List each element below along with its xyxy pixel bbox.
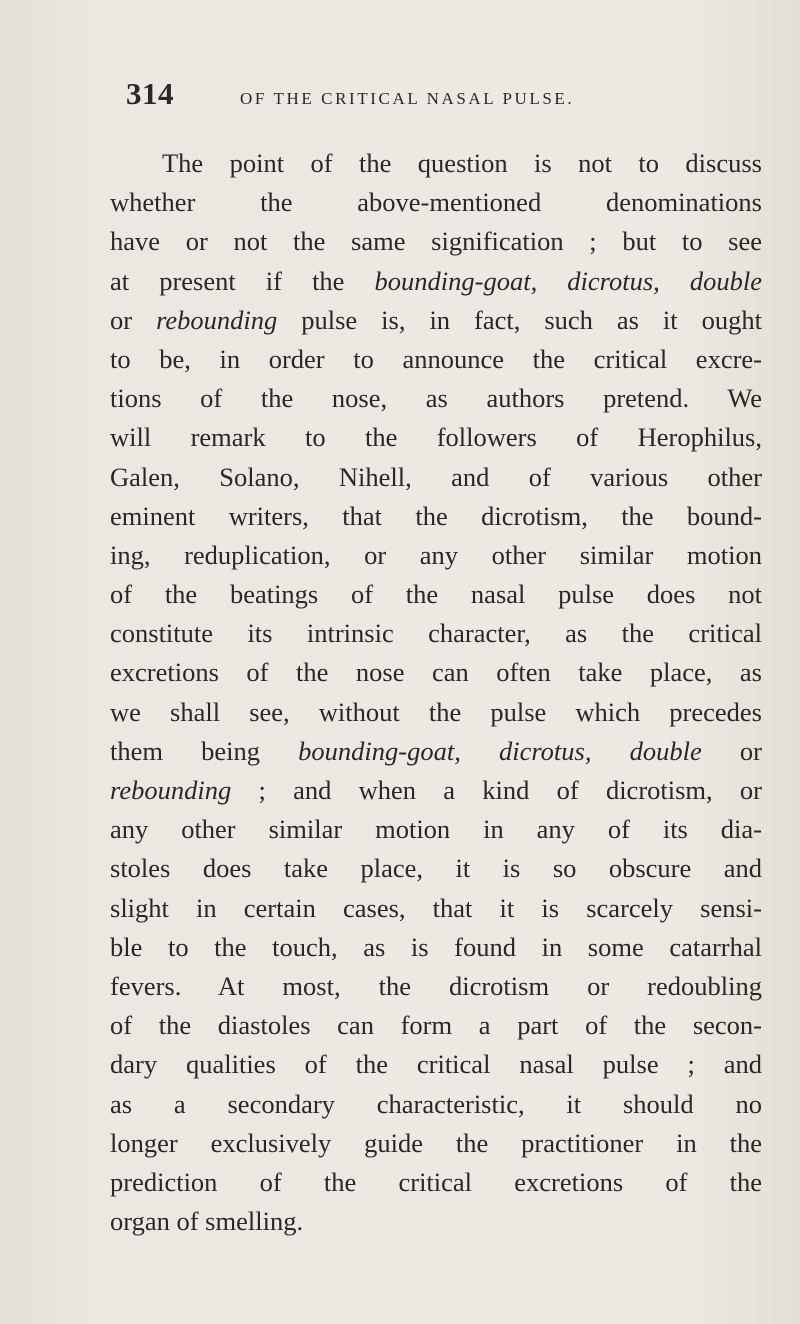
italic-text: bounding-goat, dicrotus, double <box>298 735 702 766</box>
text-segment: ; and when a kind of dicrotism, or <box>231 775 762 805</box>
text-segment: fevers. At most, the dicrotism or redoubling <box>110 970 762 1001</box>
text-segment: as a secondary characteristic, it should no <box>110 1088 762 1119</box>
text-segment: of the beatings of the nasal pulse does not <box>110 579 762 610</box>
italic-text: rebounding <box>110 775 232 805</box>
text-segment: of the diastoles can form a part of the secon- <box>110 1010 762 1041</box>
text-line <box>110 379 762 418</box>
text-segment: tions of the nose, as authors pretend. We <box>110 383 762 414</box>
text-line <box>110 575 762 614</box>
text-line <box>110 418 762 457</box>
text-line <box>110 614 762 653</box>
text-line <box>110 1163 762 1202</box>
text-segment: stoles does take place, it is so obscure and <box>110 853 762 884</box>
text-segment: or <box>110 304 157 335</box>
italic-text: rebounding <box>156 304 278 335</box>
text-line <box>110 1085 762 1124</box>
text-segment: have or not the same signification ; but to see <box>110 226 762 257</box>
text-segment: will remark to the followers of Herophilus, <box>110 422 762 453</box>
text-line <box>110 497 762 536</box>
text-line <box>110 732 762 771</box>
text-segment: we shall see, without the pulse which precedes <box>110 696 762 727</box>
text-line <box>110 771 762 810</box>
text-line <box>110 849 762 888</box>
text-segment: eminent writers, that the dicrotism, the bound- <box>110 500 762 531</box>
text-line <box>110 653 762 692</box>
text-segment: ing, reduplication, or any other similar motion <box>110 539 762 570</box>
text-line <box>110 144 762 183</box>
text-segment: at present if the <box>110 265 375 296</box>
text-line <box>110 1124 762 1163</box>
text-segment: longer exclusively guide the practitioner in the <box>110 1127 762 1158</box>
text-line <box>110 183 762 222</box>
text-segment: pulse is, in fact, such as it ought <box>277 304 762 335</box>
text-line <box>110 693 762 732</box>
italic-text: bounding-goat, dicrotus, double <box>374 265 762 296</box>
text-line <box>110 1006 762 1045</box>
text-line <box>110 810 762 849</box>
text-segment: Galen, Solano, Nihell, and of various other <box>110 461 762 492</box>
text-line <box>110 222 762 261</box>
text-segment: to be, in order to announce the critical excre- <box>110 343 762 374</box>
text-line <box>110 889 762 928</box>
page-header <box>126 76 686 116</box>
text-segment: organ of smelling. <box>110 1206 304 1237</box>
text-line <box>110 928 762 967</box>
text-segment: The point of the question is not to discuss <box>162 148 762 178</box>
text-line <box>110 301 762 340</box>
text-line <box>110 1045 762 1084</box>
text-line <box>110 458 762 497</box>
text-segment: excretions of the nose can often take place, as <box>110 657 762 688</box>
text-line <box>110 262 762 301</box>
text-segment: prediction of the critical excretions of the <box>110 1166 762 1197</box>
text-segment: constitute its intrinsic character, as the critical <box>110 618 762 649</box>
text-segment: any other similar motion in any of its dia- <box>110 814 762 845</box>
text-line <box>110 1202 762 1241</box>
text-segment: them being <box>110 735 299 766</box>
text-segment: whether the above-mentioned denominations <box>110 187 762 218</box>
body-paragraph <box>110 144 762 1241</box>
text-segment: dary qualities of the critical nasal pulse ; and <box>110 1049 762 1080</box>
text-segment: or <box>701 735 762 766</box>
text-segment: slight in certain cases, that it is scarcely sensi- <box>110 892 762 923</box>
text-line <box>110 967 762 1006</box>
text-segment: ble to the touch, as is found in some catarrhal <box>110 931 762 962</box>
text-line <box>110 340 762 379</box>
running-head: OF THE CRITICAL NASAL PULSE. <box>240 89 575 108</box>
text-line <box>110 536 762 575</box>
page-number: 314 <box>126 76 174 111</box>
